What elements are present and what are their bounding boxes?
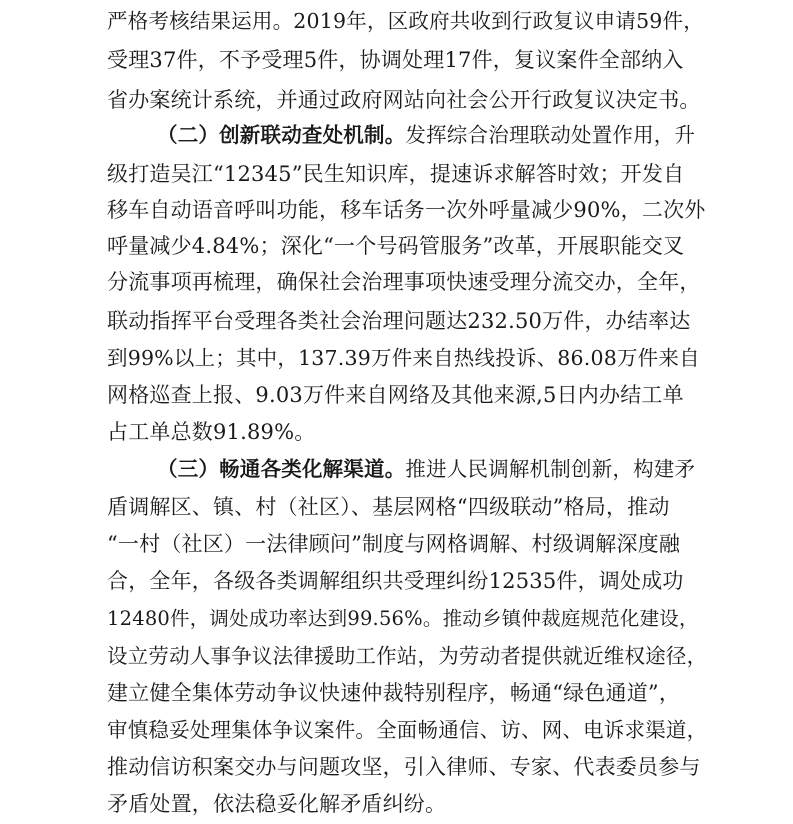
paragraph-first-line (157, 115, 695, 155)
text-line: 级打造吴江“12345”民生知识库，提速诉求解答时效；开发自 (107, 162, 685, 186)
text-line: 盾调解区、镇、村（社区）、基层网格“四级联动”格局，推动 (107, 495, 670, 519)
text-line: 矛盾处置，依法稳妥化解矛盾纠纷。 (107, 792, 447, 816)
text-line: 分流事项再梳理，确保社会治理事项快速受理分流交办，全年， (107, 270, 701, 294)
text-line: 设立劳动人事争议法律援助工作站，为劳动者提供就近维权途径， (107, 644, 708, 668)
text-line: 移车自动语音呼叫功能，移车话务一次外呼量减少90%，二次外 (107, 198, 706, 222)
text-line: 推动信访积案交办与问题攻坚，引入律师、专家、代表委员参与 (107, 755, 701, 779)
text-line: “一村（社区）一法律顾问”制度与网格调解、村级调解深度融 (107, 532, 681, 556)
text-line: 占工单总数91.89%。 (107, 420, 316, 444)
text-line: 审慎稳妥处理集体争议案件。全面畅通信、访、网、电诉求渠道， (107, 718, 708, 742)
text-line: 受理37件，不予受理5件，协调处理17件，复议案件全部纳入 (107, 48, 684, 72)
text-line: 到99%以上；其中，137.39万件来自热线投诉、86.08万件来自 (107, 346, 700, 370)
text-span: 发挥综合治理联动处置作用，升 (405, 123, 696, 147)
text-line: 联动指挥平台受理各类社会治理问题达232.50万件，办结率达 (107, 309, 691, 333)
paragraph-first-line (157, 449, 695, 489)
section-heading: （三）畅通各类化解渠道。 (157, 457, 406, 481)
text-line: 呼量减少4.84%；深化“一个号码管服务”改革，开展职能交叉 (107, 234, 685, 258)
text-line: 严格考核结果运用。2019年，区政府共收到行政复议申请59件， (107, 9, 704, 33)
text-line: 建立健全集体劳动争议快速仲裁特别程序，畅通“绿色通道”， (107, 681, 681, 705)
section-heading: （二）创新联动查处机制。 (157, 123, 406, 147)
text-line: 合，全年，各级各类调解组织共受理纠纷12535件，调处成功 (107, 569, 684, 593)
text-line: 12480件，调处成功率达到99.56%。推动乡镇仲裁庭规范化建设， (107, 607, 699, 630)
text-line: 网格巡查上报、9.03万件来自网络及其他来源,5日内办结工单 (107, 383, 684, 407)
text-line: 省办案统计系统，并通过政府网站向社会公开行政复议决定书。 (107, 88, 701, 112)
text-span: 推进人民调解机制创新，构建矛 (405, 457, 696, 481)
